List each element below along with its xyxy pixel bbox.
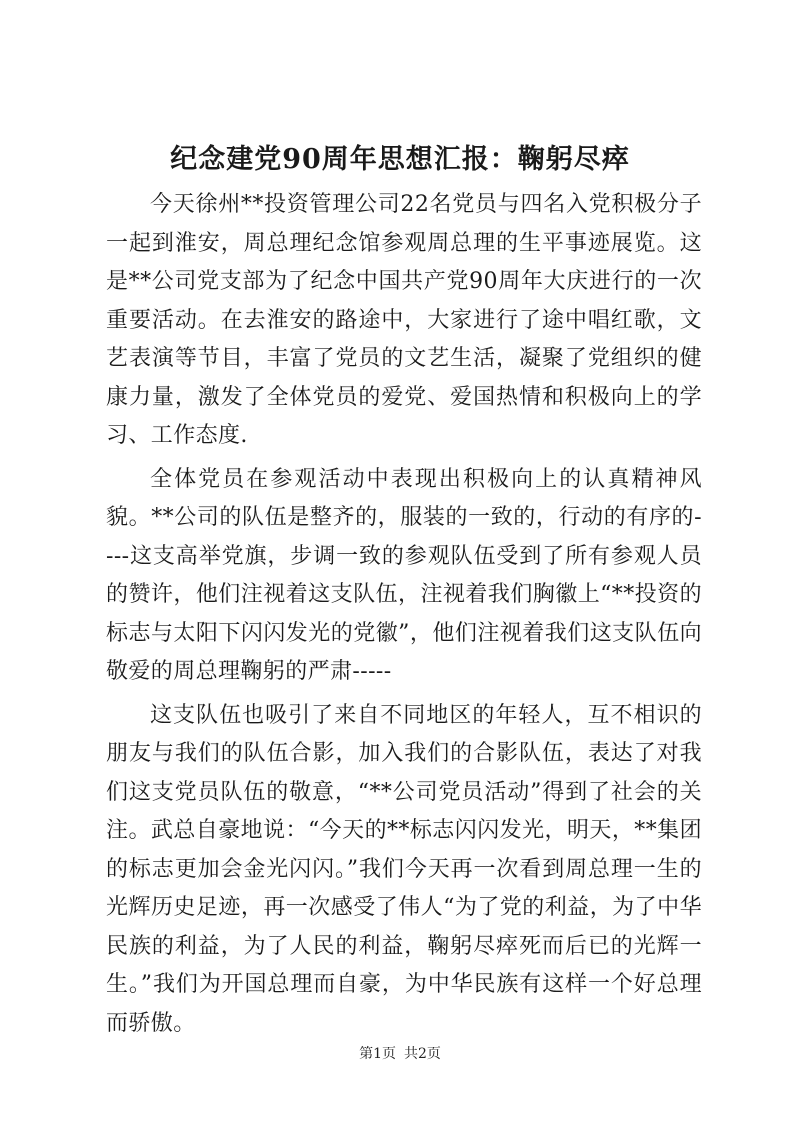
page-total: 共2页 (404, 1046, 441, 1062)
paragraph-1: 今天徐州**投资管理公司22名党员与四名入党积极分子一起到淮安，周总理纪念馆参观周总理的生平事迹展览。这是**公司党支部为了纪念中国共产党90周年大庆进行的一次重要活动。在去淮安的路途中，大家进行了途中唱红歌，文艺表演等节目，丰富了党员的文艺生活，凝聚了党组织的健康力量，激发了全体党员的爱党、爱国热情和积极向上的学习、工作态度. (106, 192, 702, 448)
document-title: 纪念建党90周年思想汇报：鞠躬尽瘁 (170, 144, 630, 175)
page-number: 第1页 (359, 1046, 396, 1062)
paragraph-3: 这支队伍也吸引了来自不同地区的年轻人，互不相识的朋友与我们的队伍合影，加入我们的合影队伍，表达了对我们这支党员队伍的敬意，“**公司党员活动”得到了社会的关注。武总自豪地说：“今天的**标志闪闪发光，明天，**集团的标志更加会金光闪闪。”我们今天再一次看到周总理一生的光辉历史足迹，再一次感受了伟人“为了党的利益，为了中华民族的利益，为了人民的利益，鞠躬尽瘁死而后已的光辉一生。”我们为开国总理而自豪，为中华民族有这样一个好总理而骄傲。 (106, 702, 702, 1036)
document-body (106, 186, 702, 1048)
page-footer (0, 1044, 800, 1064)
paragraph-2: 全体党员在参观活动中表现出积极向上的认真精神风貌。**公司的队伍是整齐的，服装的一致的，行动的有序的----这支高举党旗，步调一致的参观队伍受到了所有参观人员的赞许，他们注视着这支队伍，注视着我们胸徽上“**投资的标志与太阳下闪闪发光的党徽”，他们注视着我们这支队伍向敬爱的周总理鞠躬的严肃----- (106, 466, 702, 684)
